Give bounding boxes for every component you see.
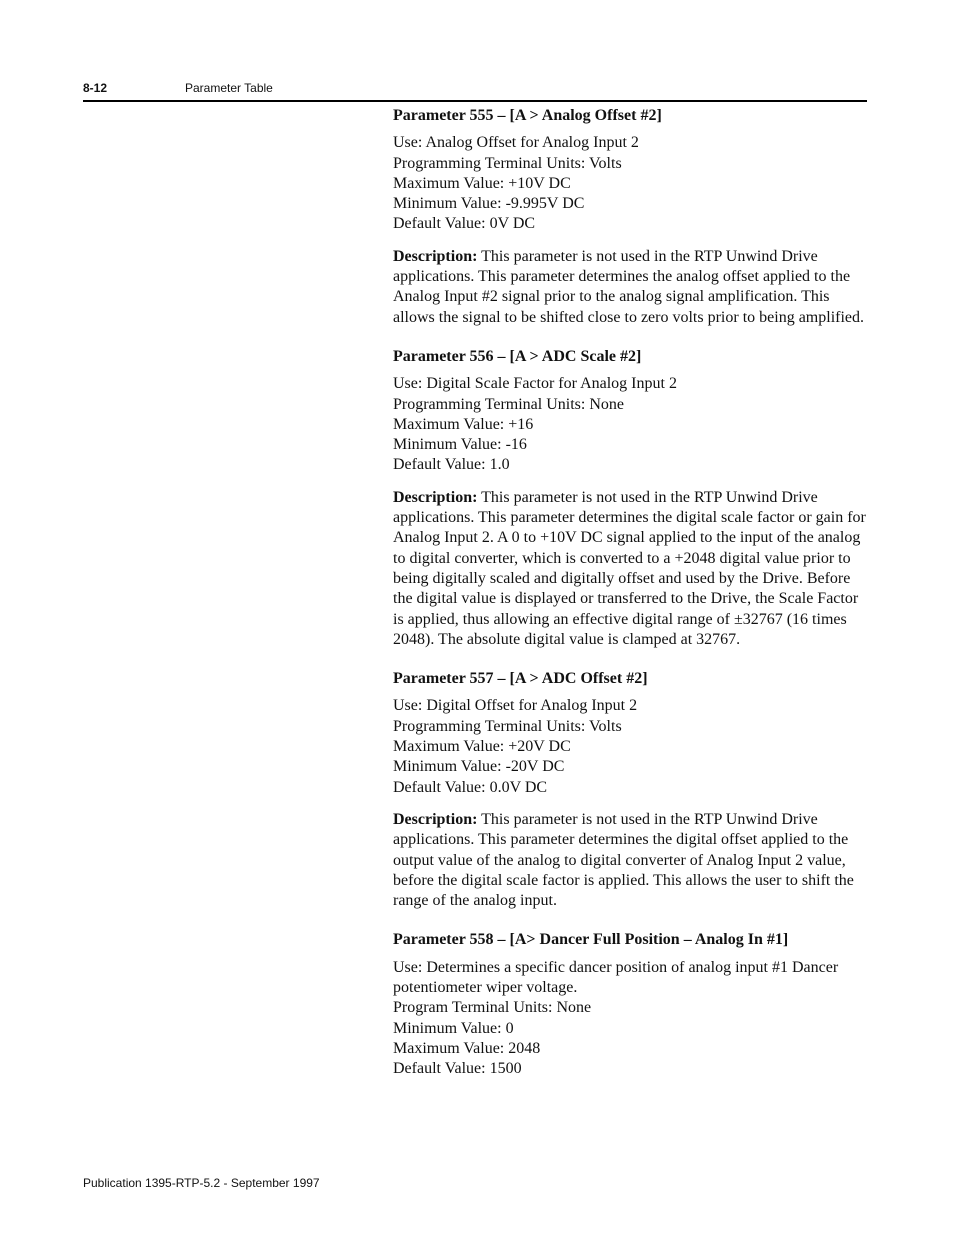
description-label: Description: <box>393 247 478 265</box>
parameter-description <box>393 810 869 911</box>
parameter-title: Parameter 557 – [A > ADC Offset #2] <box>393 670 648 688</box>
page-number: 8-12 <box>83 81 108 95</box>
spec-line: Minimum Value: 0 <box>393 1019 514 1037</box>
parameter-title: Parameter 558 – [A> Dancer Full Position – Analog In #1] <box>393 931 789 949</box>
spec-line: Program Terminal Units: None <box>393 999 592 1017</box>
spec-line: Maximum Value: +10V DC <box>393 174 571 192</box>
spec-line: Minimum Value: -20V DC <box>393 758 565 776</box>
description-label: Description: <box>393 488 478 506</box>
description-text: This parameter is not used in the RTP Unwind Drive applications. This parameter determines the analog offset applied to the Analog Input #2 signal prior to the analog signal amplification. This allows the signal to be shifted close to zero volts prior to being amplified. <box>393 247 865 326</box>
spec-line: Maximum Value: +16 <box>393 415 534 433</box>
parameter-title: Parameter 555 – [A > Analog Offset #2] <box>393 107 662 124</box>
description-text: This parameter is not used in the RTP Unwind Drive applications. This parameter determines the digital scale factor or gain for Analog Input 2. A 0 to +10V DC signal applied to the input of the analog to digital converter, which is converted to a +2048 digital value prior to being digitally scaled and digitally offset and used by the Drive. Before the digital value is displayed or transferred to the Drive, the Scale Factor is applied, thus allowing an effective digital range of ±32767 (16 times 2048). The absolute digital value is clamped at 32767. <box>393 488 866 648</box>
spec-line: Use: Digital Offset for Analog Input 2 <box>393 697 638 715</box>
spec-line: Minimum Value: -16 <box>393 436 527 454</box>
parameter-specs <box>393 696 869 797</box>
spec-line: Default Value: 0V DC <box>393 215 536 233</box>
description-text: This parameter is not used in the RTP Unwind Drive applications. This parameter determines the digital offset applied to the output value of the analog to digital converter of Analog Input 2 value, before the digital scale factor is applied. This allows the user to shift the range of the analog input. <box>393 810 854 910</box>
spec-line: Default Value: 1.0 <box>393 456 510 474</box>
spec-line: Use: Analog Offset for Analog Input 2 <box>393 134 639 152</box>
parameter-specs <box>393 133 869 234</box>
spec-line: Programming Terminal Units: Volts <box>393 154 622 172</box>
section-title: Parameter Table <box>185 81 273 95</box>
parameter-555 <box>393 106 869 328</box>
parameter-specs <box>393 958 869 1080</box>
parameter-description <box>393 247 869 328</box>
spec-line: Default Value: 1500 <box>393 1060 522 1078</box>
parameter-557 <box>393 669 869 911</box>
parameter-description <box>393 488 869 650</box>
parameter-558 <box>393 930 869 1079</box>
parameter-title: Parameter 556 – [A > ADC Scale #2] <box>393 347 642 365</box>
spec-line: Maximum Value: 2048 <box>393 1039 541 1057</box>
parameter-specs <box>393 374 869 475</box>
spec-line: Minimum Value: -9.995V DC <box>393 195 585 213</box>
spec-line: Maximum Value: +20V DC <box>393 738 571 756</box>
spec-line: Default Value: 0.0V DC <box>393 778 548 796</box>
spec-line: Programming Terminal Units: None <box>393 395 624 413</box>
parameter-556 <box>393 347 869 650</box>
parameter-list <box>393 106 869 1091</box>
publication-footer: Publication 1395-RTP-5.2 - September 1997 <box>83 1176 320 1190</box>
spec-line: Use: Determines a specific dancer position of analog input #1 Dancer potentiometer wiper voltage. <box>393 958 839 996</box>
description-label: Description: <box>393 810 478 828</box>
spec-line: Programming Terminal Units: Volts <box>393 717 622 735</box>
spec-line: Use: Digital Scale Factor for Analog Input 2 <box>393 375 677 393</box>
page-header <box>83 80 867 102</box>
